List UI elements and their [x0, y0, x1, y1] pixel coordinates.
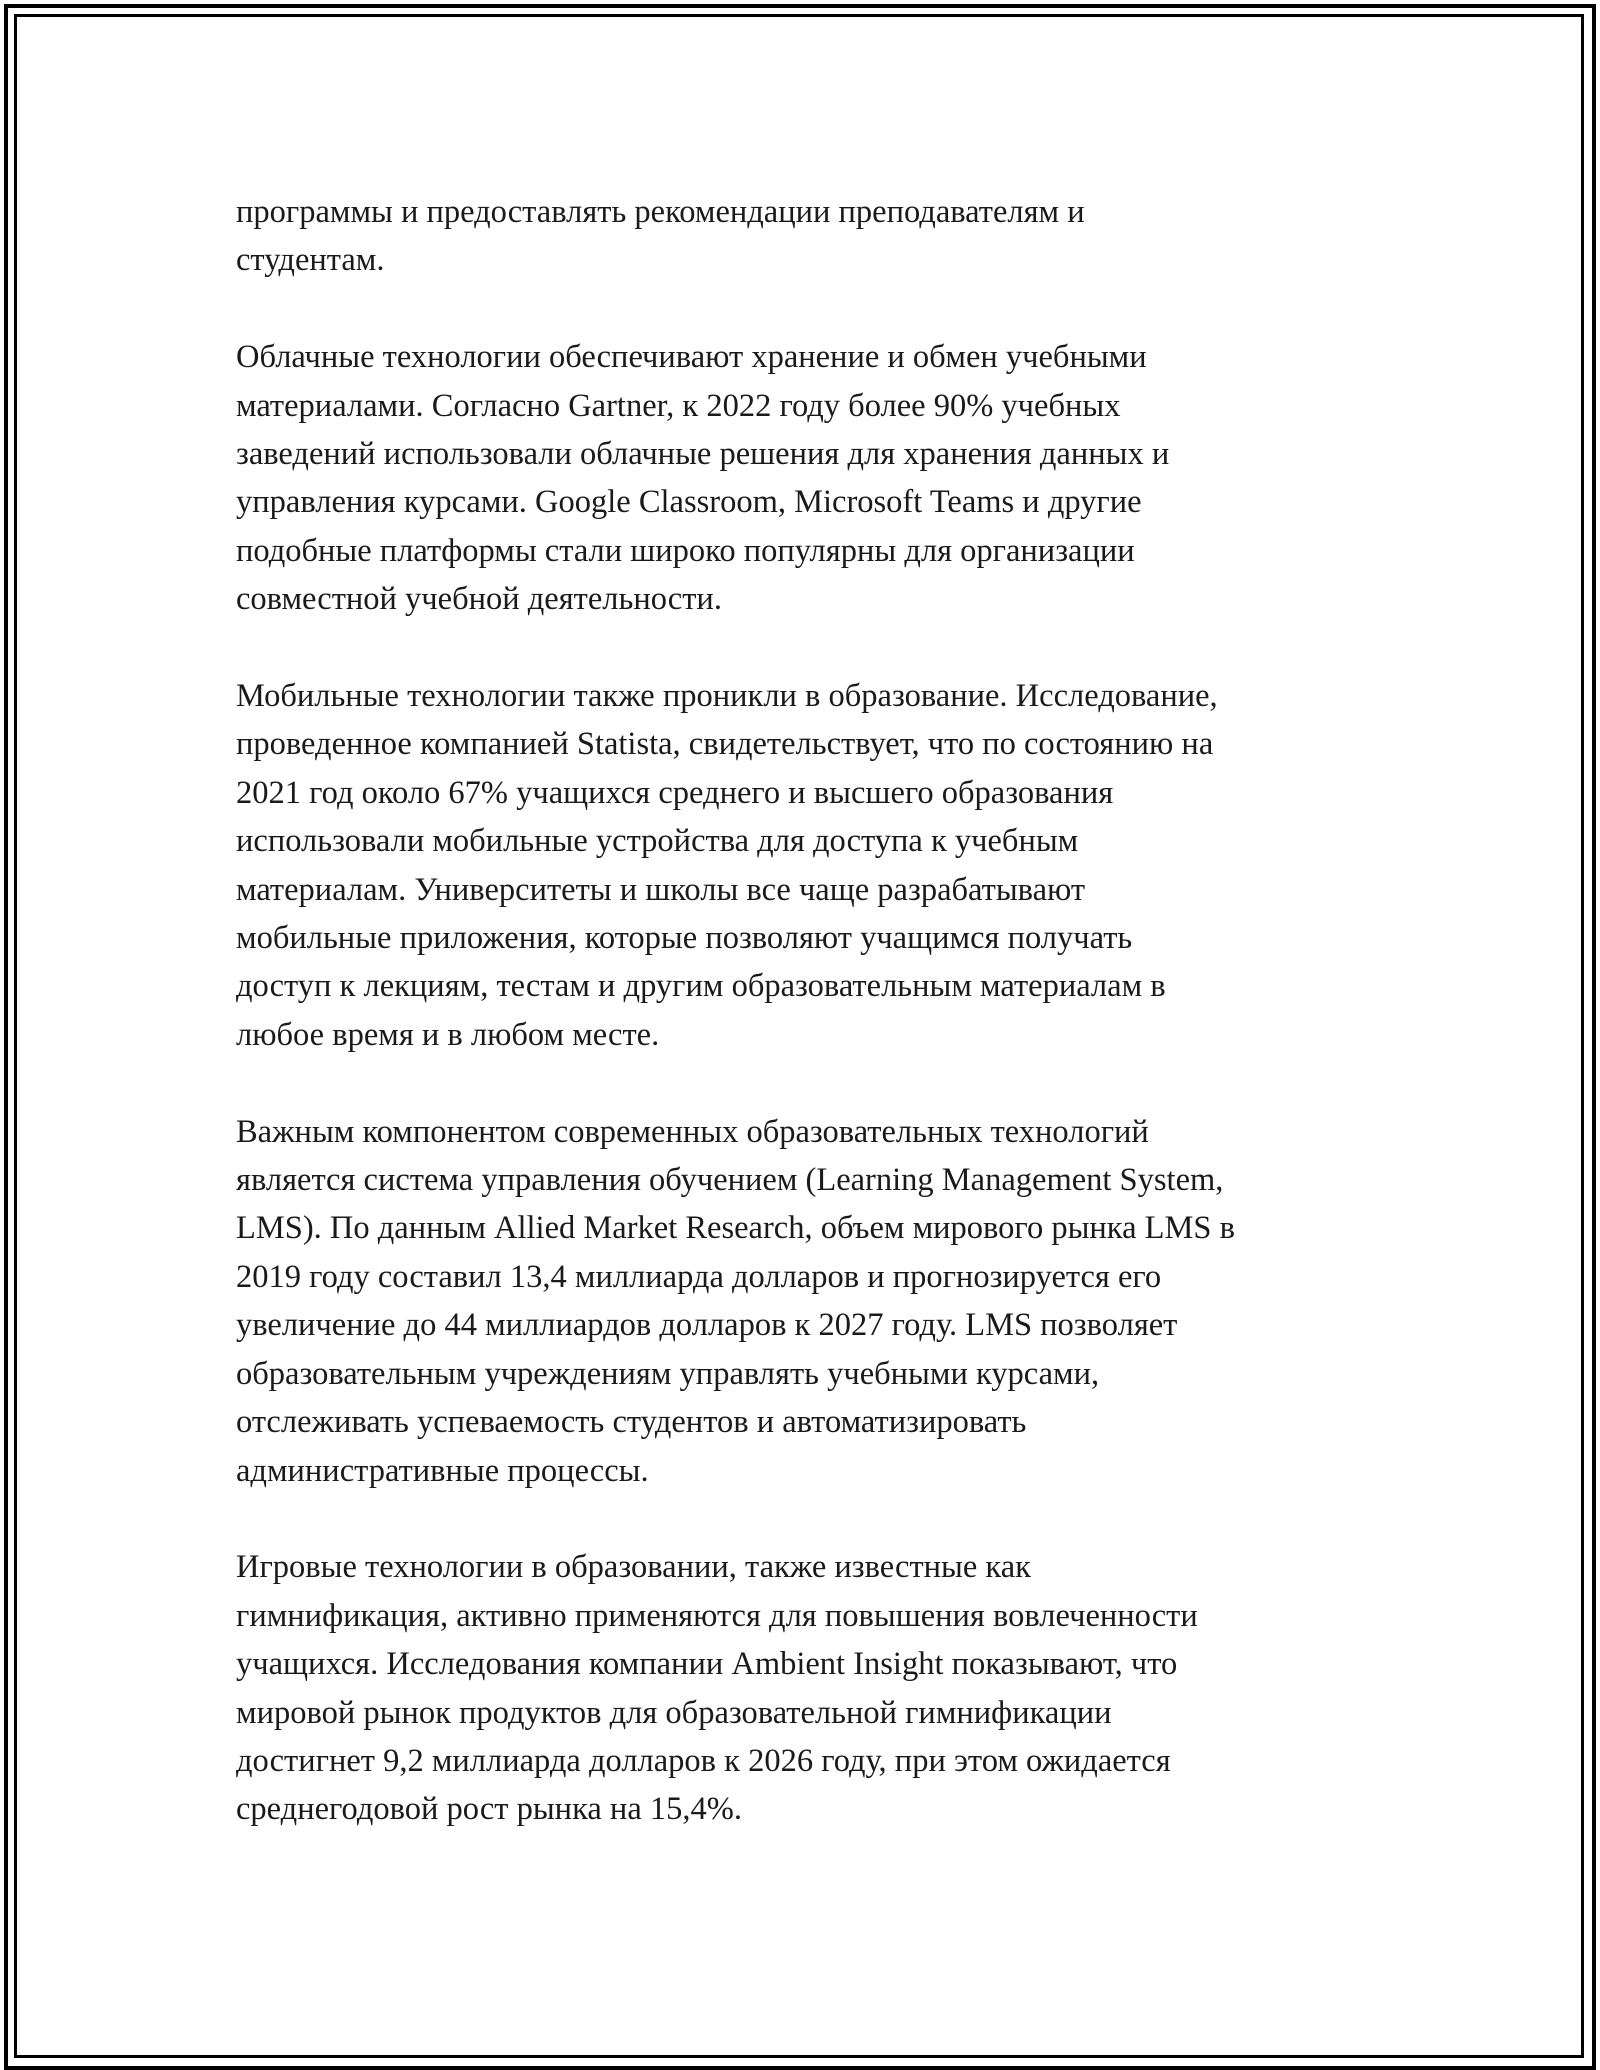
paragraph-cloud-technologies: Облачные технологии обеспечивают хранение и обмен учебными материалами. Согласно Gartner, к 2022 году более 90% учебных заведений использовали облачные решения для хранения данных и управления курсами. Google Classroom, Microsoft Teams и другие подобные платформы стали широко популярны для организации совместной учебной деятельности. — [236, 339, 1170, 618]
paragraph-lms: Важным компонентом современных образовательных технологий является система управления обучением (Learning Management System, LMS). По данным Allied Market Research, объем мирового рынка LMS в 2019 году составил 13,4 миллиарда долларов и прогнозируется его увеличение до 44 миллиардов долларов к 2027 году. LMS позволяет образовательным учреждениям управлять учебными курсами, отслеживать успеваемость студентов и автоматизировать административные процессы. — [236, 1113, 1235, 1489]
paragraph-gamification: Игровые технологии в образовании, также известные как гимнификация, активно применяются для повышения вовлеченности учащихся. Исследования компании Ambient Insight показывают, что мировой рынок продуктов для образовательной гимнификации достигнет 9,2 миллиарда долларов к 2026 году, при этом ожидается среднегодовой рост рынка на 15,4%. — [236, 1549, 1198, 1828]
document-body — [236, 188, 1416, 1834]
paragraph-mobile-technologies: Мобильные технологии также проникли в образование. Исследование, проведенное компанией Statista, свидетельствует, что по состоянию на 2021 год около 67% учащихся среднего и высшего образования использовали мобильные устройства для доступа к учебным материалам. Университеты и школы все чаще разрабатывают мобильные приложения, которые позволяют учащимся получать доступ к лекциям, тестам и другим образовательным материалам в любое время и в любом месте. — [236, 678, 1218, 1053]
paragraph-recommendations-continued: программы и предоставлять рекомендации преподавателям и студентам. — [236, 194, 1085, 279]
